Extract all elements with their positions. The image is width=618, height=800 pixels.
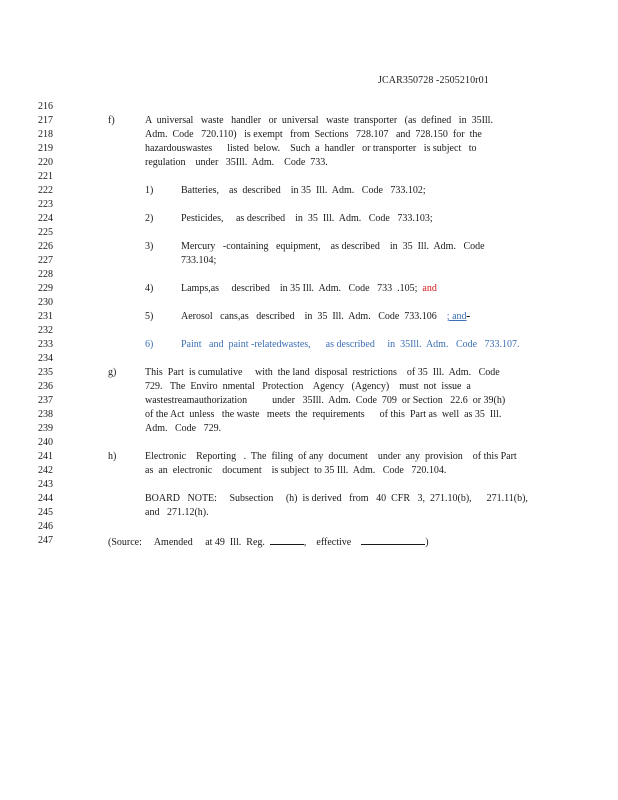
paragraph-line: regulation under 35Ill. Adm. Code 733. [145,157,328,168]
subsection-label: g) [108,367,117,378]
source-suffix: ) [425,537,429,548]
line-number: 221 [38,171,53,182]
line-number: 224 [38,213,53,224]
line-number: 222 [38,185,53,196]
line-number: 225 [38,227,53,238]
inserted-text: ; and [446,311,467,322]
line-number: 244 [38,493,53,504]
line-number: 217 [38,115,53,126]
line-number: 234 [38,353,53,364]
paragraph-line: Adm. Code 720.110) is exempt from Sections 728.107 and 728.150 for the [145,129,482,140]
list-item-text: Pesticides, as described in 35 Ill. Adm. Code 733.103; [181,213,433,224]
line-number: 231 [38,311,53,322]
line-number: 236 [38,381,53,392]
list-item-text: 733.104; [181,255,217,266]
subsection-label: h) [108,451,117,462]
line-number: 227 [38,255,53,266]
paragraph-line: of the Act unless the waste meets the requirements of this Part as well as 35 Ill. [145,409,502,420]
line-number: 228 [38,269,53,280]
line-number: 247 [38,535,53,546]
paragraph-line: wastestreamauthorization under 35Ill. Adm. Code 709 or Section 22.6 or 39(h) [145,395,506,406]
line-number: 219 [38,143,53,154]
inserted-text: and [422,283,437,294]
line-number: 237 [38,395,53,406]
list-item-text: Paint and paint -relatedwastes, as described in 35Ill. Adm. Code 733.107. [181,339,520,350]
document-header: JCAR350728 -2505210r01 [378,75,489,86]
list-item-number: 3) [145,241,154,252]
paragraph-line: hazardouswastes listed below. Such a handler or transporter is subject to [145,143,477,154]
list-item-text [181,283,437,295]
line-number: 235 [38,367,53,378]
line-number: 241 [38,451,53,462]
line-number: 230 [38,297,53,308]
blank-field [361,535,425,545]
subsection-label: f) [108,115,115,126]
line-number: 232 [38,325,53,336]
line-number: 239 [38,423,53,434]
line-number: 242 [38,465,53,476]
paragraph-line: BOARD NOTE: Subsection (h) is derived from 40 CFR 3, 271.10(b), 271.11(b), [145,493,528,504]
blank-field [270,535,304,545]
line-number: 240 [38,437,53,448]
source-note [108,535,429,549]
item-body: Lamps,as described in 35 Ill. Adm. Code 733 .105; [181,283,423,294]
list-item-number: 1) [145,185,154,196]
deleted-text: - [466,311,470,322]
list-item-text: Batteries, as described in 35 Ill. Adm. Code 733.102; [181,185,426,196]
line-number: 243 [38,479,53,490]
paragraph-line: A universal waste handler or universal waste transporter (as defined in 35Ill. [145,115,493,126]
line-number: 229 [38,283,53,294]
paragraph-line: This Part is cumulative with the land disposal restrictions of 35 Ill. Adm. Code [145,367,500,378]
source-prefix: (Source: Amended at 49 Ill. Reg. [108,537,265,548]
line-number: 220 [38,157,53,168]
item-body: Aerosol cans,as described in 35 Ill. Adm. Code 733.106 [181,311,447,322]
line-number: 245 [38,507,53,518]
paragraph-line: as an electronic document is subject to 35 Ill. Adm. Code 720.104. [145,465,447,476]
paragraph-line: and 271.12(h). [145,507,209,518]
list-item-number: 4) [145,283,154,294]
list-item-text: Mercury -containing equipment, as described in 35 Ill. Adm. Code [181,241,485,252]
line-number: 226 [38,241,53,252]
list-item-number: 2) [145,213,154,224]
line-number: 233 [38,339,53,350]
line-number: 216 [38,101,53,112]
paragraph-line: 729. The Enviro nmental Protection Agency (Agency) must not issue a [145,381,471,392]
paragraph-line: Electronic Reporting . The filing of any document under any provision of this Part [145,451,517,462]
list-item-number: 5) [145,311,154,322]
line-number: 246 [38,521,53,532]
source-middle: , effective [303,537,352,548]
line-number: 218 [38,129,53,140]
line-number: 238 [38,409,53,420]
list-item-number: 6) [145,339,154,350]
paragraph-line: Adm. Code 729. [145,423,222,434]
line-number: 223 [38,199,53,210]
list-item-text [181,311,470,323]
